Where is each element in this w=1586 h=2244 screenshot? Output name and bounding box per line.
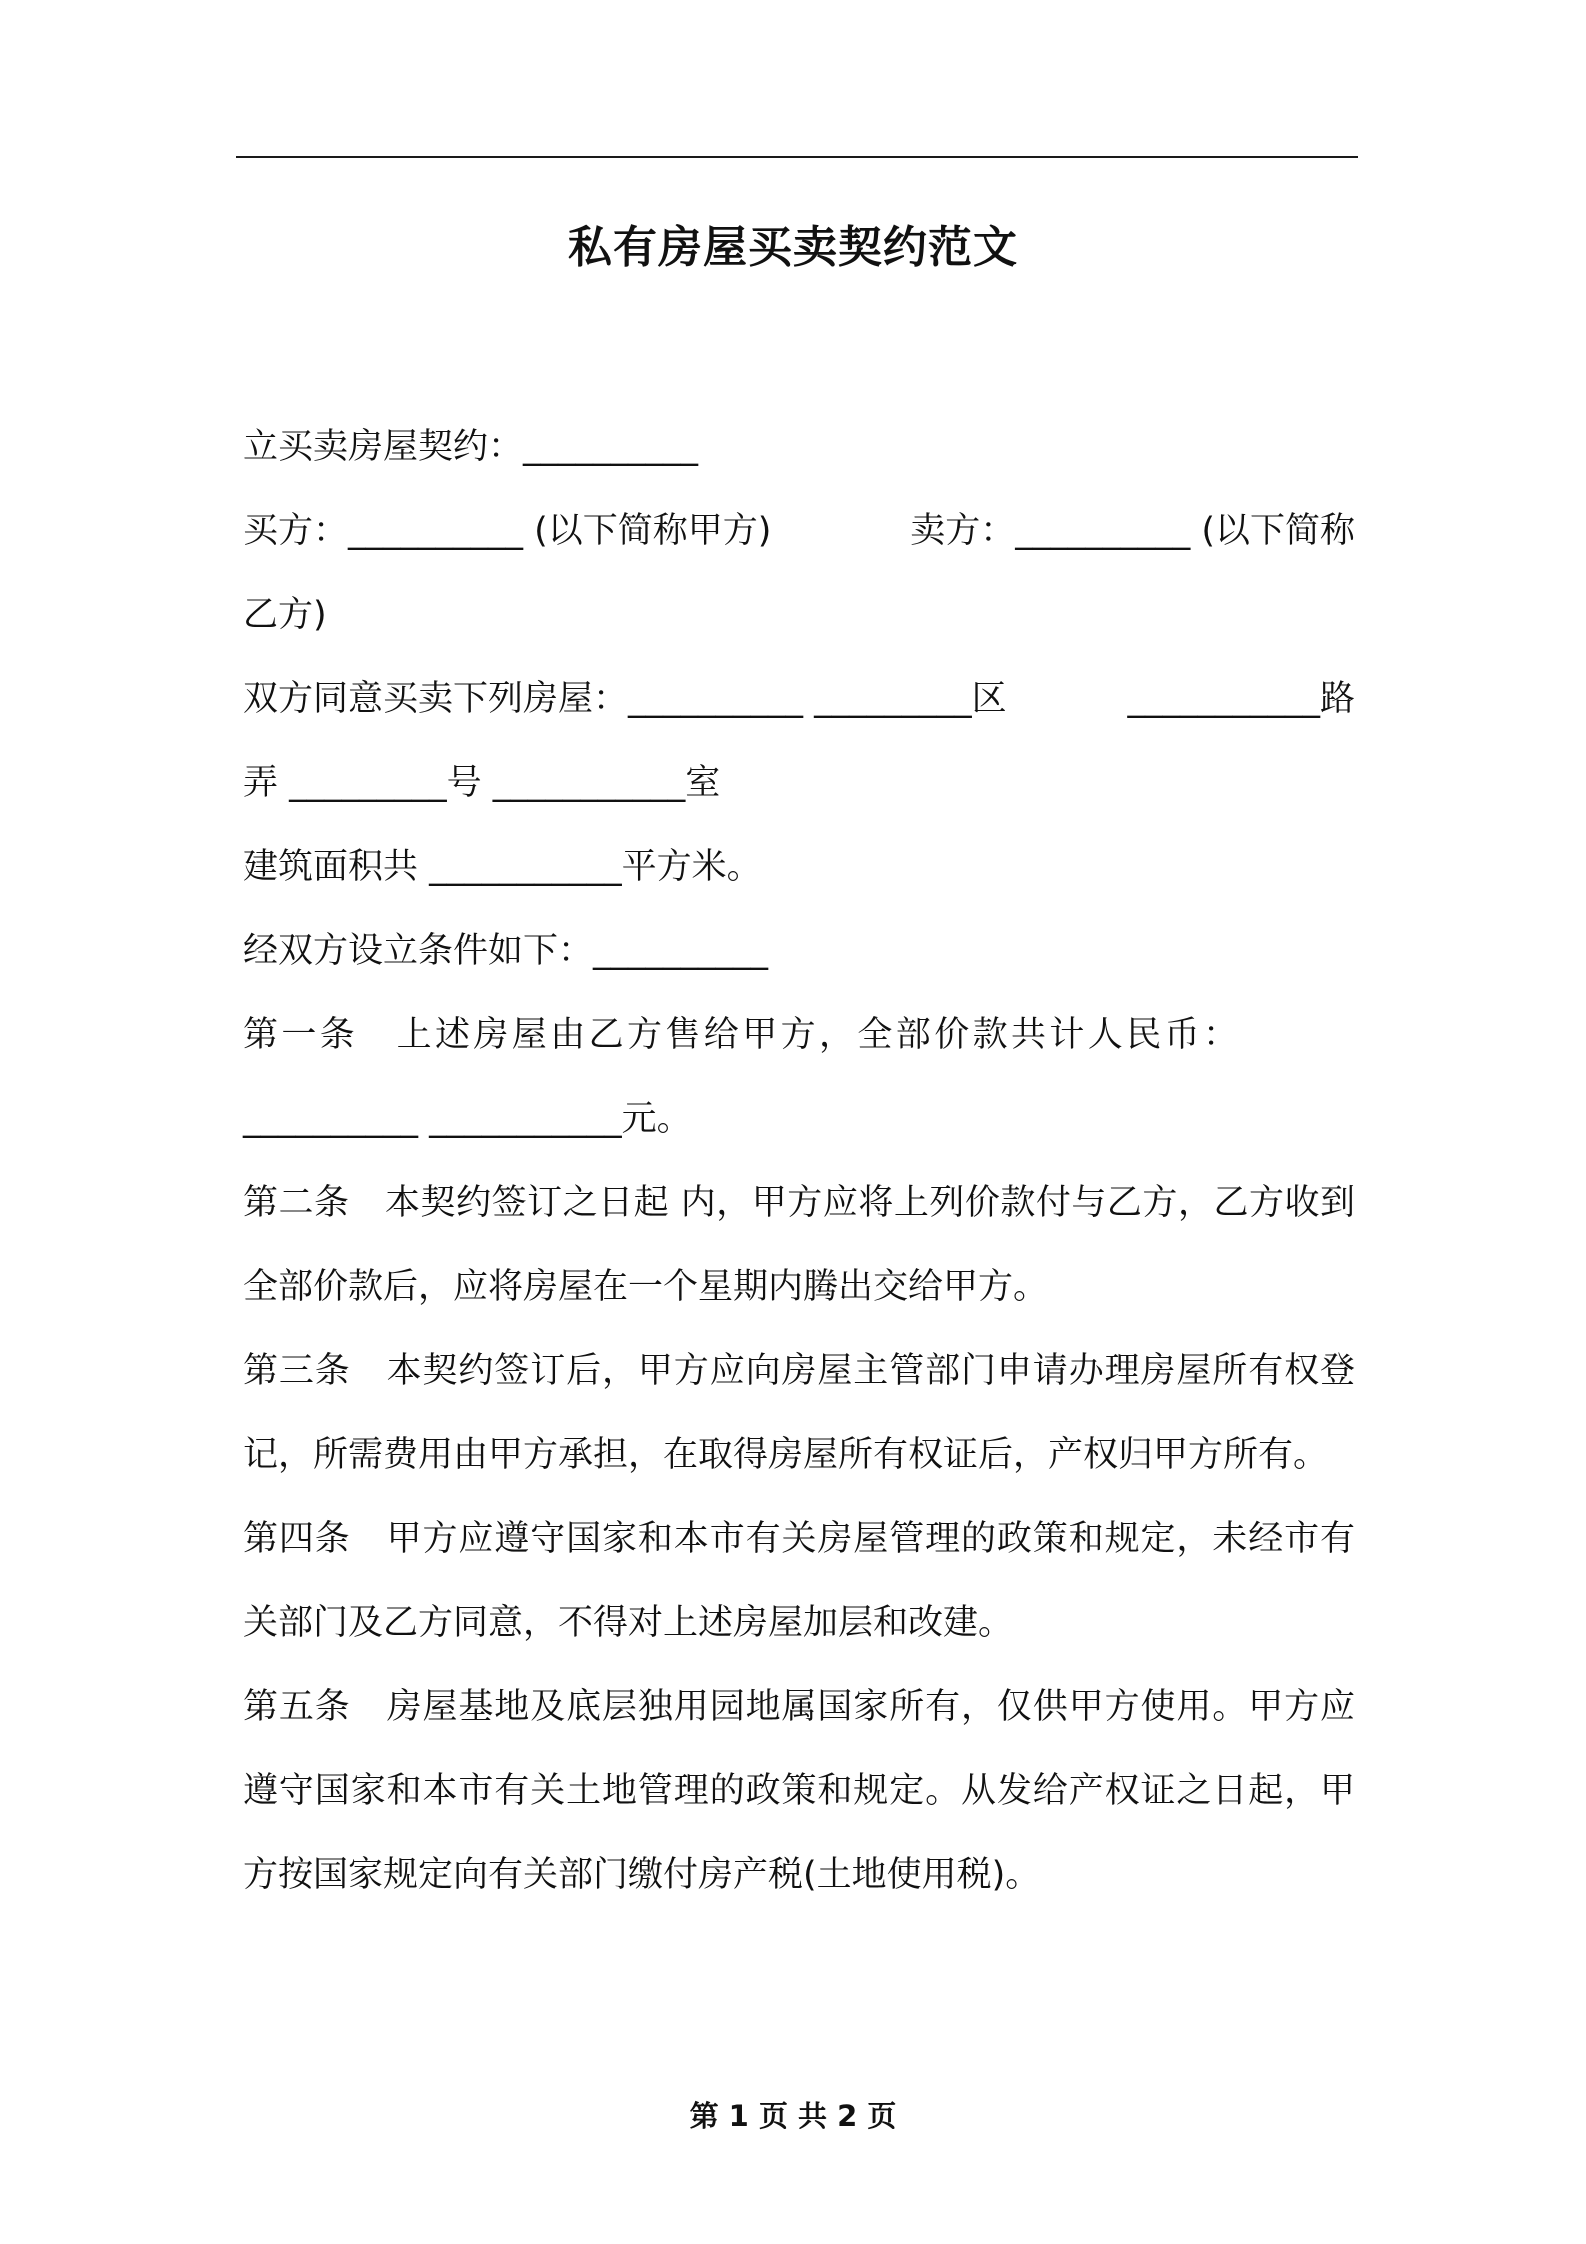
article-4: 第四条 甲方应遵守国家和本市有关房屋管理的政策和规定，未经市有关部门及乙方同意，不得对上述房屋加层和改建。 — [243, 1519, 1355, 1643]
house-location-line — [243, 657, 1355, 741]
article-5: 第五条 房屋基地及底层独用园地属国家所有，仅供甲方使用。甲方应遵守国家和本市有关土地管理的政策和规定。从发给产权证之日起，甲方按国家规定向有关部门缴付房产税(土地使用税)。 — [243, 1687, 1355, 1895]
document-title: 私有房屋买卖契约范文 — [568, 222, 1018, 273]
seller-field: 卖方：__________ (以下简称 — [910, 511, 1355, 551]
house-road-field: ___________路 — [1127, 679, 1355, 719]
article-2: 第二条 本契约签订之日起 内，甲方应将上列价款付与乙方，乙方收到全部价款后，应将房屋在一个星期内腾出交给甲方。 — [243, 1183, 1355, 1307]
seller-field-continued: 乙方) — [243, 595, 327, 635]
article-1-text: 第一条 上述房屋由乙方售给甲方，全部价款共计人民币： — [243, 1015, 1242, 1055]
article-1-amount: __________ ___________元。 — [243, 1099, 692, 1139]
conditions-line: 经双方设立条件如下：__________ — [243, 931, 769, 971]
contract-label-line: 立买卖房屋契约：__________ — [243, 427, 699, 467]
parties-line — [243, 489, 1355, 573]
article-3: 第三条 本契约签订后，甲方应向房屋主管部门申请办理房屋所有权登记，所需费用由甲方承担，在取得房屋所有权证后，产权归甲方所有。 — [243, 1351, 1355, 1475]
buyer-field: 买方：__________ (以下简称甲方) — [243, 511, 772, 551]
building-area-line: 建筑面积共 ___________平方米。 — [243, 847, 762, 887]
contract-body — [243, 405, 1355, 1917]
page-number: 第 1 页 共 2 页 — [689, 2099, 897, 2133]
header-rule — [236, 156, 1358, 158]
house-district-field: 双方同意买卖下列房屋：__________ _________区 — [243, 679, 1007, 719]
house-number-line: 弄 _________号 ___________室 — [243, 763, 721, 803]
